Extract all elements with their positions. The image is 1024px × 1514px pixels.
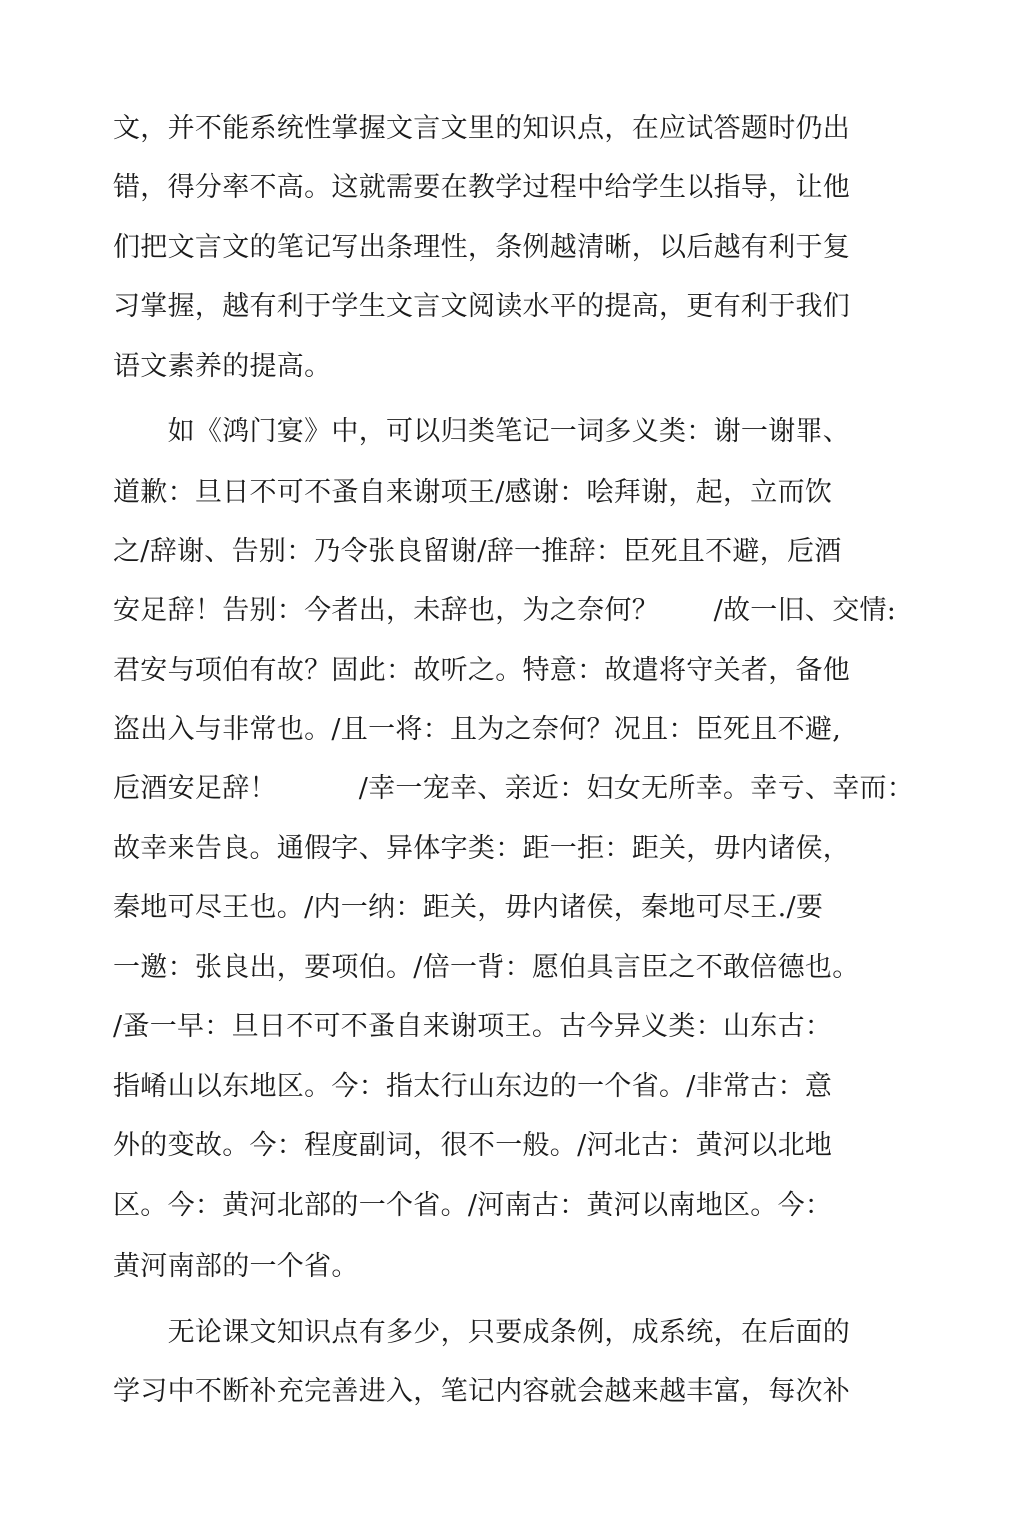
text-line: /蚤一早：旦日不可不蚤自来谢项王。古今异义类：山东古： — [113, 1011, 833, 1042]
text-line: 安足辞！告别：今者出，未辞也，为之奈何？ /故一旧、交情: — [113, 595, 897, 626]
text-line: 指崤山以东地区。今：指太行山东边的一个省。/非常古：意 — [113, 1071, 833, 1102]
text-line: 如《鸿门宴》中，可以归类笔记一词多义类：谢一谢罪、 — [113, 416, 851, 447]
text-line: 习掌握，越有利于学生文言文阅读水平的提高，更有利于我们 — [113, 291, 851, 322]
text-line: 错，得分率不高。这就需要在教学过程中给学生以指导，让他 — [113, 172, 851, 203]
text-line: 君安与项伯有故？固此：故听之。特意：故遣将守关者，备他 — [113, 655, 851, 686]
text-line: 区。今：黄河北部的一个省。/河南古：黄河以南地区。今： — [113, 1190, 833, 1221]
text-line: 文，并不能系统性掌握文言文里的知识点，在应试答题时仍出 — [113, 113, 851, 144]
text-line: 之/辞谢、告别：乃令张良留谢/辞一推辞：臣死且不避，卮酒 — [113, 536, 842, 567]
text-line: 语文素养的提高。 — [113, 351, 332, 382]
text-line: 无论课文知识点有多少，只要成条例，成系统，在后面的 — [113, 1317, 851, 1348]
text-line: 外的变故。今：程度副词，很不一般。/河北古：黄河以北地 — [113, 1130, 833, 1161]
text-line: 秦地可尽王也。/内一纳：距关，毋内诸侯，秦地可尽王./要 — [113, 892, 824, 923]
text-line: 黄河南部的一个省。 — [113, 1251, 359, 1282]
text-line: 们把文言文的笔记写出条理性，条例越清晰，以后越有利于复 — [113, 232, 851, 263]
text-line: 故幸来告良。通假字、异体字类：距一拒：距关，毋内诸侯， — [113, 833, 851, 864]
text-line: 道歉：旦日不可不蚤自来谢项王/感谢：哙拜谢，起，立而饮 — [113, 477, 833, 508]
text-line: 盗出入与非常也。/且一将：且为之奈何？况且：臣死且不避, — [113, 714, 842, 745]
text-line: 学习中不断补充完善进入，笔记内容就会越来越丰富，每次补 — [113, 1376, 851, 1407]
text-line: 卮酒安足辞！ /幸一宠幸、亲近：妇女无所幸。幸亏、幸而： — [113, 773, 915, 804]
text-line: 一邀：张良出，要项伯。/倍一背：愿伯具言臣之不敢倍德也。 — [113, 952, 860, 983]
